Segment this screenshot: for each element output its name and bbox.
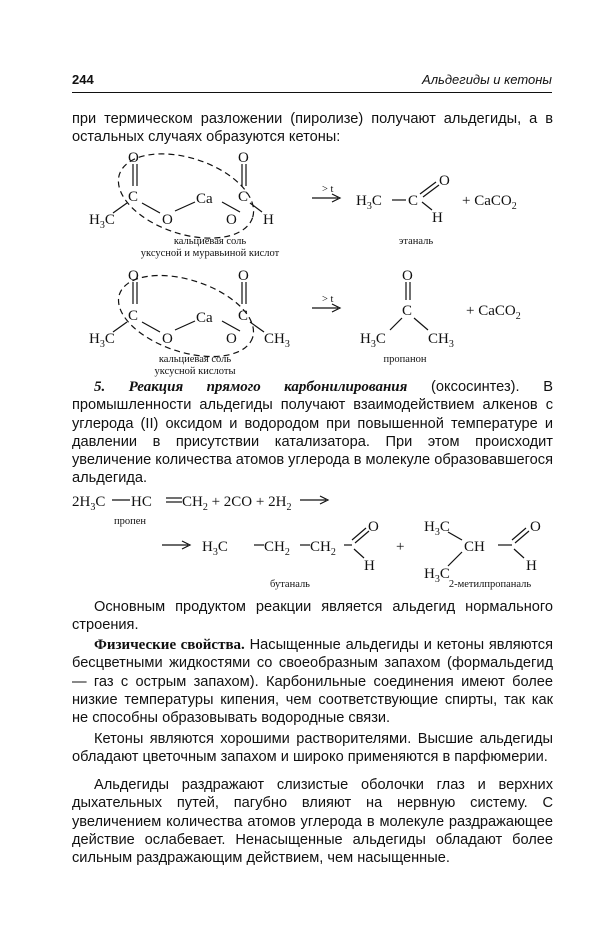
methylpropanal-label: 2-метилпропаналь [448,579,532,590]
svg-text:CH3: $CH_3$ [428,331,454,350]
svg-text:H: H [263,212,274,228]
section-5-paragraph: 5. Реакция прямого карбонилирования (оксосинтез). В промышленности альдегиды получают взаимодействием алкенов с углерода (II) оксидом и водородом при повышенной температуре и давлении в присутствии катализатора. При этом происходит увеличение количества атомов углерода в молекуле образовавшегося альдегида. [72,379,553,487]
section-5-title: 5. Реакция прямого карбонилирования [94,379,408,395]
svg-text:C: C [128,189,139,205]
svg-text:O: O [439,173,450,189]
svg-text:CH2: $CH_2$ [264,539,290,558]
irritation-paragraph: Альдегиды раздражают слизистые оболочки глаз и верхних дыхательных путей, пагубно влияют на нервную систему. С увеличением количества атомов углерода в молекуле раздражающее действие ослабевает. Ненасыщенные альдегиды обладают более сильным раздражающим действием, чем насыщенные. [72,777,553,867]
svg-text:C: C [238,308,249,324]
svg-text:O: O [128,150,139,166]
svg-text:CH3: $CH_3$ [264,331,290,350]
page-number: 244 [72,72,94,87]
svg-text:H3C: $H_3C$ [202,539,228,558]
svg-text:HC: HC [131,494,152,510]
svg-text:CH2 + 2CO + 2H2: $CH_2 + 2CO + 2H_2$ [182,494,292,513]
svg-text:H3C: $H_3C$ [89,331,115,350]
ketones-paragraph: Кетоны являются хорошими растворителями. Высшие альдегиды обладают цветочным запахом и широко применяются в парфюмерии. [72,731,553,766]
svg-text:CH2: $CH_2$ [310,539,336,558]
svg-text:O: O [128,268,139,284]
svg-text:O: O [226,331,237,347]
svg-text:O: O [162,212,173,228]
svg-text:H: H [364,558,375,574]
salt-label-2b: уксусной кислоты [154,366,236,377]
svg-text:H3C: $H_3C$ [356,193,382,212]
svg-text:C: C [408,193,419,209]
svg-text:O: O [162,331,173,347]
page-header [72,68,552,93]
butanal-label: бутаналь [270,579,310,590]
svg-text:Ca: Ca [196,310,213,326]
svg-text:H: H [432,210,443,226]
svg-text:> t: > t [322,184,334,195]
reaction-2-diagram [0,268,600,377]
svg-text:+ CaCO2: + CaCO$_2$ [466,303,521,322]
intro-paragraph: при термическом разложении (пиролизе) получают альдегиды, а в остальных случаях образуются кетоны: [72,111,553,146]
propene-label: пропен [113,516,147,527]
svg-text:2H3C: $2H_3C$ [72,494,106,513]
svg-text:C: C [128,308,139,324]
svg-text:O: O [402,268,413,284]
salt-label-1b: уксусной и муравьиной кислот [140,248,280,259]
svg-text:C: C [238,189,249,205]
salt-label-1a: кальциевая соль [173,236,247,247]
reaction-3-diagram [0,482,600,592]
svg-text:H3C: $H_3C$ [89,212,115,231]
svg-text:O: O [238,268,249,284]
svg-text:O: O [238,150,249,166]
svg-text:+ CaCO2: + CaCO$_2$ [462,193,517,212]
svg-text:> t: > t [322,294,334,305]
svg-text:O: O [368,519,379,535]
svg-text:O: O [226,212,237,228]
svg-text:H: H [526,558,537,574]
running-title: Альдегиды и кетоны [422,72,552,87]
salt-label-2a: кальциевая соль [158,354,232,365]
main-product-paragraph: Основным продуктом реакции является альдегид нормального строения. [72,599,553,634]
svg-text:H3C: $H_3C$ [360,331,386,350]
svg-text:CH: CH [464,539,485,555]
svg-text:H3C: $H_3C$ [424,566,450,585]
svg-text:C: C [402,303,413,319]
svg-text:Ca: Ca [196,191,213,207]
reaction-1-diagram [0,150,600,265]
svg-text:O: O [530,519,541,535]
product-label-propanone: пропанон [383,354,427,365]
svg-text:H3C: $H_3C$ [424,519,450,538]
svg-text:+: + [396,539,405,555]
physical-properties-paragraph: Физические свойства. Насыщенные альдегиды и кетоны являются бесцветными жидкостями со своеобразным запахом (формальдегид — газ с острым запахом). Карбонильные соединения имеют более низкие температуры кипения, чем соответствующие спирты, так как не способны образовывать водородные связи. [72,637,553,727]
physical-properties-title: Физические свойства. [94,637,245,653]
product-label-ethanal: этаналь [398,236,434,247]
